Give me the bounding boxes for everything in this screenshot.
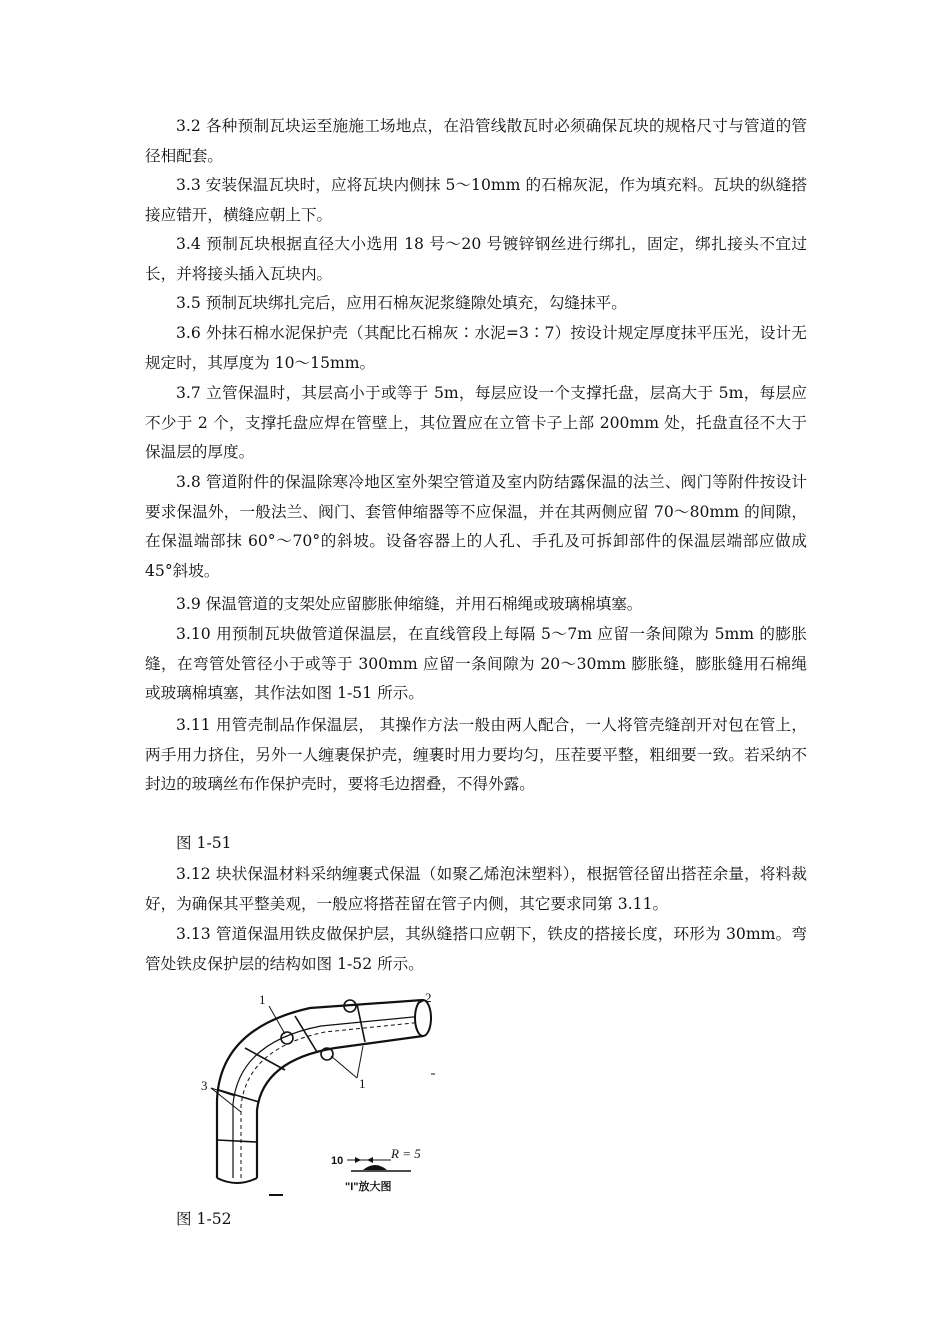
paragraph-3-10: 3.10 用预制瓦块做管道保温层，在直线管段上每隔 5～7m 应留一条间隙为 5mm 的膨胀缝，在弯管处管径小于或等于 300mm 应留一条间隙为 20～30mm 膨胀缝，膨胀缝用石棉绳或玻璃棉填塞，其作法如图 1-51 所示。 (145, 625, 807, 703)
paragraph-3-9: 3.9 保温管道的支架处应留膨胀伸缩缝，并用石棉绳或玻璃棉填塞。 (176, 595, 643, 613)
callout-label-3: 3 (201, 1078, 208, 1093)
detail-view-caption: "I"放大图 (345, 1181, 392, 1193)
paragraph-3-3: 3.3 安装保温瓦块时，应将瓦块内侧抹 5～10mm 的石棉灰泥，作为填充料。瓦块的纵缝搭接应错开，横缝应朝上下。 (145, 176, 807, 224)
paragraph-3-2: 3.2 各种预制瓦块运至施施工场地点，在沿管线散瓦时必须确保瓦块的规格尺寸与管道的管径相配套。 (145, 117, 807, 165)
paragraph-3-8: 3.8 管道附件的保温除寒冷地区室外架空管道及室内防结露保温的法兰、阀门等附件按设计要求保温外，一般法兰、阀门、套管伸缩器等不应保温，并在其两侧应留 70～80mm 的间隙，在保温端部抹 60°～70°的斜坡。设备容器上的人孔、手孔及可拆卸部件的保温层端部应做成 45°斜坡。 (145, 473, 807, 580)
paragraph-3-4: 3.4 预制瓦块根据直径大小选用 18 号～20 号镀锌钢丝进行绑扎，固定，绑扎接头不宜过长，并将接头插入瓦块内。 (145, 235, 807, 283)
figure-caption-1-51: 图 1-51 (176, 834, 232, 852)
detail-dim-10: 10 (331, 1155, 344, 1167)
pipe-end (415, 1000, 431, 1036)
callout-label-2: 2 (425, 990, 432, 1005)
paragraph-3-12: 3.12 块状保温材料采纳缠裹式保温（如聚乙烯泡沫塑料），根据管径留出搭茬余量，将料裁好，为确保其平整美观，一般应将搭茬留在管子内侧，其它要求同第 3.11。 (145, 865, 807, 913)
paragraph-3-11: 3.11 用管壳制品作保温层， 其操作方法一般由两人配合，一人将管壳缝剖开对包在管上，两手用力挤住，另外一人缠裹保护壳，缠裹时用力要均匀，压茬要平整，粗细要一致。若采纳不封边的玻璃丝布作保护壳时，要将毛边摺叠，不得外露。 (145, 716, 807, 794)
paragraph-3-6: 3.6 外抹石棉水泥保护壳（其配比石棉灰∶水泥=3∶7）按设计规定厚度抹平压光，设计无规定时，其厚度为 10～15mm。 (145, 324, 807, 372)
callout-label-1: 1 (259, 992, 266, 1007)
callout-label-1-lower: 1 (359, 1076, 366, 1091)
figure-1-52-pipe-elbow-diagram (195, 990, 445, 1200)
paragraph-3-5: 3.5 预制瓦块绑扎完后，应用石棉灰泥浆缝隙处填充，勾缝抹平。 (176, 294, 627, 312)
figure-caption-1-52: 图 1-52 (176, 1210, 232, 1228)
paragraph-3-7: 3.7 立管保温时，其层高小于或等于 5m，每层应设一个支撑托盘，层高大于 5m，每层应不少于 2 个，支撑托盘应焊在管壁上，其位置应在立管卡子上部 200mm 处，托盘直径不大于保温层的厚度。 (145, 384, 807, 462)
paragraph-3-13: 3.13 管道保温用铁皮做保护层，其纵缝搭口应朝下，铁皮的搭接长度，环形为 30mm。弯管处铁皮保护层的结构如图 1-52 所示。 (145, 925, 807, 973)
detail-radius: R = 5 (391, 1146, 421, 1161)
